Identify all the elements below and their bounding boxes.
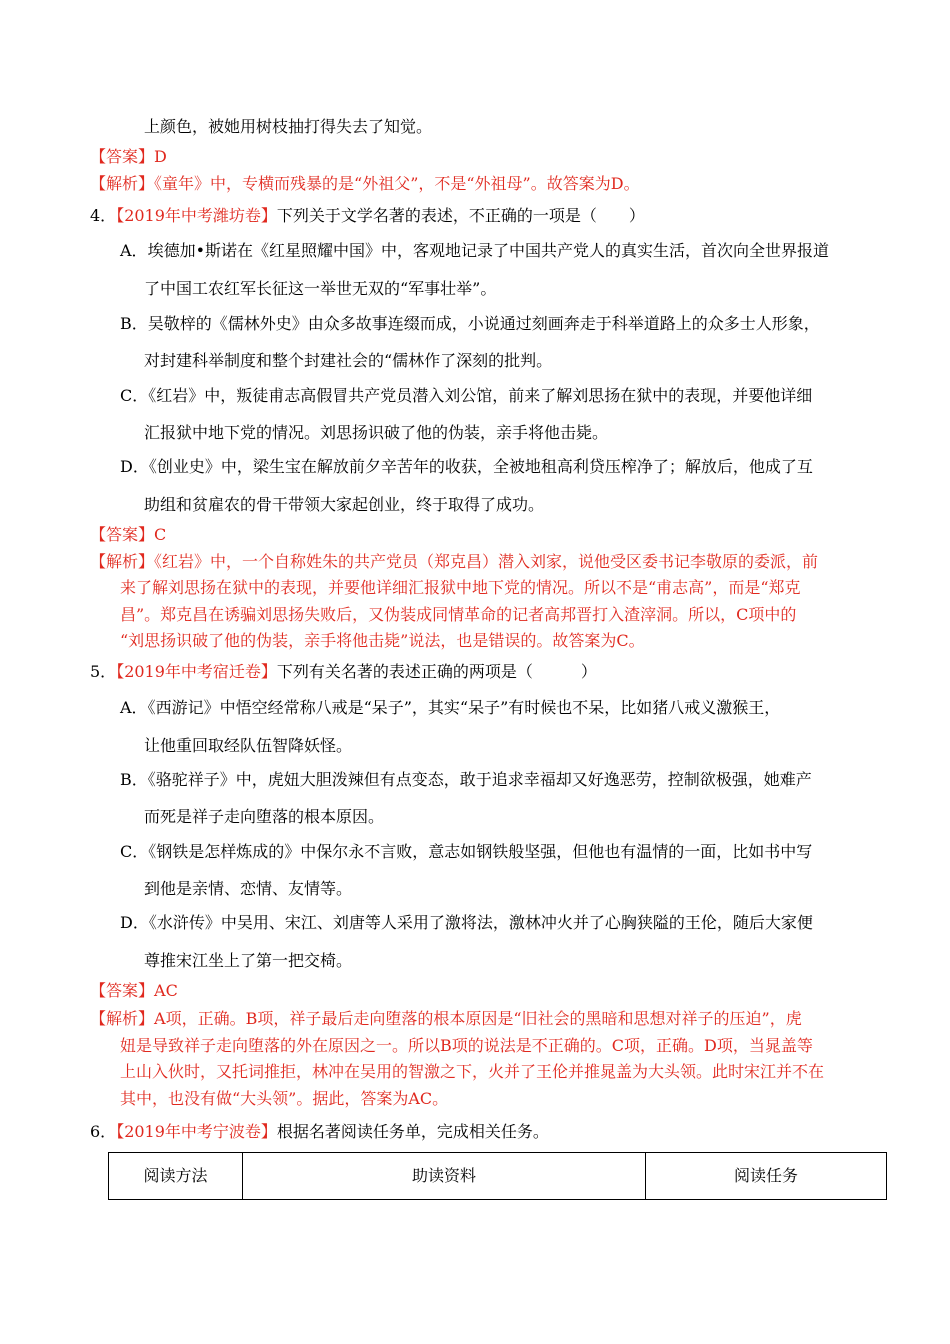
table-header-row [109, 1153, 887, 1200]
question-text: 下列关于文学名著的表述，不正确的一项是（ ） [276, 206, 645, 225]
header-reading-method: 阅读方法 [109, 1153, 243, 1200]
q5-analysis-line-3: 上山入伙时，又托词推拒，林冲在吴用的智激之下，火并了王伦并推晁盖为大头领。此时宋江并不在 [120, 1062, 825, 1081]
q5-option-c-cont: 到他是亲情、恋情、友情等。 [144, 879, 353, 898]
q4-option-c [120, 386, 812, 406]
q4-option-b [120, 314, 820, 334]
question-text: 根据名著阅读任务单，完成相关任务。 [276, 1122, 549, 1141]
analysis-tag: 【解析】 [90, 174, 155, 193]
option-letter: A． [120, 698, 148, 717]
q4-analysis-line-4: “刘思扬识破了他的伪装，亲手将他击毙”说法，也是错误的。故答案为C。 [120, 631, 645, 650]
option-text: 《水浒传》中吴用、宋江、刘唐等人采用了激将法，激林冲火并了心胸狭隘的王伦，随后大家便 [148, 913, 813, 932]
q4-option-a [120, 241, 829, 261]
question-source: 【2019年中考潍坊卷】 [116, 206, 277, 225]
answer-tag: 【答案】 [90, 525, 155, 544]
q4-option-d-cont: 助组和贫雇农的骨干带领大家起创业，终于取得了成功。 [144, 495, 545, 514]
q3-answer [90, 147, 167, 167]
q5-option-a [120, 698, 780, 718]
q5-option-b-cont: 而死是祥子走向堕落的根本原因。 [144, 807, 385, 826]
question-4-stem [90, 206, 645, 226]
answer-value: C [154, 525, 167, 544]
q4-option-d [120, 457, 813, 477]
option-letter: C． [120, 386, 149, 405]
q4-analysis-line-2: 来了解刘思扬在狱中的表现，并要他详细汇报狱中地下党的情况。所以不是“甫志高”，而是“郑克 [120, 578, 801, 597]
prev-option-tail: 上颜色，被她用树枝抽打得失去了知觉。 [144, 117, 433, 136]
q5-analysis-line-4: 其中，也没有做“大头领”。据此，答案为AC。 [120, 1089, 449, 1108]
answer-value: AC [154, 981, 178, 1000]
q5-option-d [120, 913, 813, 933]
answer-tag: 【答案】 [90, 981, 155, 1000]
question-5-stem [90, 662, 597, 682]
header-reading-aids: 助读资料 [243, 1153, 646, 1200]
option-text: 《红岩》中，叛徒甫志高假冒共产党员潜入刘公馆，前来了解刘思扬在狱中的表现，并要他详细 [148, 386, 813, 405]
option-letter: D． [120, 913, 149, 932]
question-source: 【2019年中考宁波卷】 [116, 1122, 277, 1141]
question-number: 6． [90, 1122, 117, 1141]
q5-analysis-line-2: 妞是导致祥子走向堕落的外在原因之一。所以B项的说法是不正确的。C项，正确。D项，当晁盖等 [120, 1036, 813, 1055]
question-text: 下列有关名著的表述正确的两项是（ ） [276, 662, 597, 681]
q3-analysis [90, 174, 640, 194]
question-source: 【2019年中考宿迁卷】 [116, 662, 277, 681]
q4-option-c-cont: 汇报狱中地下党的情况。刘思扬识破了他的伪装，亲手将他击毙。 [144, 423, 609, 442]
q5-analysis [90, 1009, 802, 1029]
analysis-line: 《童年》中，专横而残暴的是“外祖父”，不是“外祖母”。故答案为D。 [154, 174, 640, 193]
question-number: 5． [90, 662, 117, 681]
header-reading-task: 阅读任务 [646, 1153, 887, 1200]
q5-option-c [120, 842, 812, 862]
reading-task-table [108, 1152, 887, 1200]
analysis-line: 《红岩》中，一个自称姓朱的共产党员（郑克昌）潜入刘家，说他受区委书记李敬原的委派，前 [154, 552, 819, 571]
option-letter: A． [120, 241, 148, 260]
q5-option-a-cont: 让他重回取经队伍智降妖怪。 [144, 736, 353, 755]
answer-tag: 【答案】 [90, 147, 155, 166]
question-number: 4． [90, 206, 117, 225]
q5-option-b [120, 770, 812, 790]
option-text: 《骆驼祥子》中，虎妞大胆泼辣但有点变态，敢于追求幸福却又好逸恶劳，控制欲极强，她难产 [147, 770, 812, 789]
option-letter: B． [120, 314, 148, 333]
q4-analysis [90, 552, 818, 572]
q4-option-a-cont: 了中国工农红军长征这一举世无双的“军事壮举”。 [144, 279, 497, 298]
analysis-tag: 【解析】 [90, 552, 155, 571]
analysis-line: A项，正确。B项，祥子最后走向堕落的根本原因是“旧社会的黑暗和思想对祥子的压迫”，虎 [154, 1009, 802, 1028]
option-letter: C． [120, 842, 149, 861]
q5-answer [90, 981, 178, 1001]
option-text: 《西游记》中悟空经常称八戒是“呆子”，其实“呆子”有时候也不呆，比如猪八戒义激猴王， [147, 698, 781, 717]
option-letter: B． [120, 770, 148, 789]
option-text: 《钢铁是怎样炼成的》中保尔永不言败，意志如钢铁般坚强，但他也有温情的一面，比如书中写 [148, 842, 813, 861]
option-text: 吴敬梓的《儒林外史》由众多故事连缀而成，小说通过刻画奔走于科举道路上的众多士人形象， [147, 314, 820, 333]
question-6-stem [90, 1122, 549, 1142]
option-letter: D． [120, 457, 149, 476]
answer-value: D [154, 147, 167, 166]
q4-analysis-line-3: 昌”。郑克昌在诱骗刘思扬失败后，又伪装成同情革命的记者高邦晋打入渣滓洞。所以，C项中的 [120, 605, 797, 624]
analysis-tag: 【解析】 [90, 1009, 155, 1028]
q4-option-b-cont: 对封建科举制度和整个封建社会的“儒林作了深刻的批判。 [144, 351, 553, 370]
q4-answer [90, 525, 166, 545]
option-text: 《创业史》中，梁生宝在解放前夕辛苦年的收获，全被地租高利贷压榨净了；解放后，他成了互 [148, 457, 813, 476]
q5-option-d-cont: 尊推宋江坐上了第一把交椅。 [144, 951, 353, 970]
option-text: 埃德加•斯诺在《红星照耀中国》中，客观地记录了中国共产党人的真实生活，首次向全世界报道 [147, 241, 830, 260]
